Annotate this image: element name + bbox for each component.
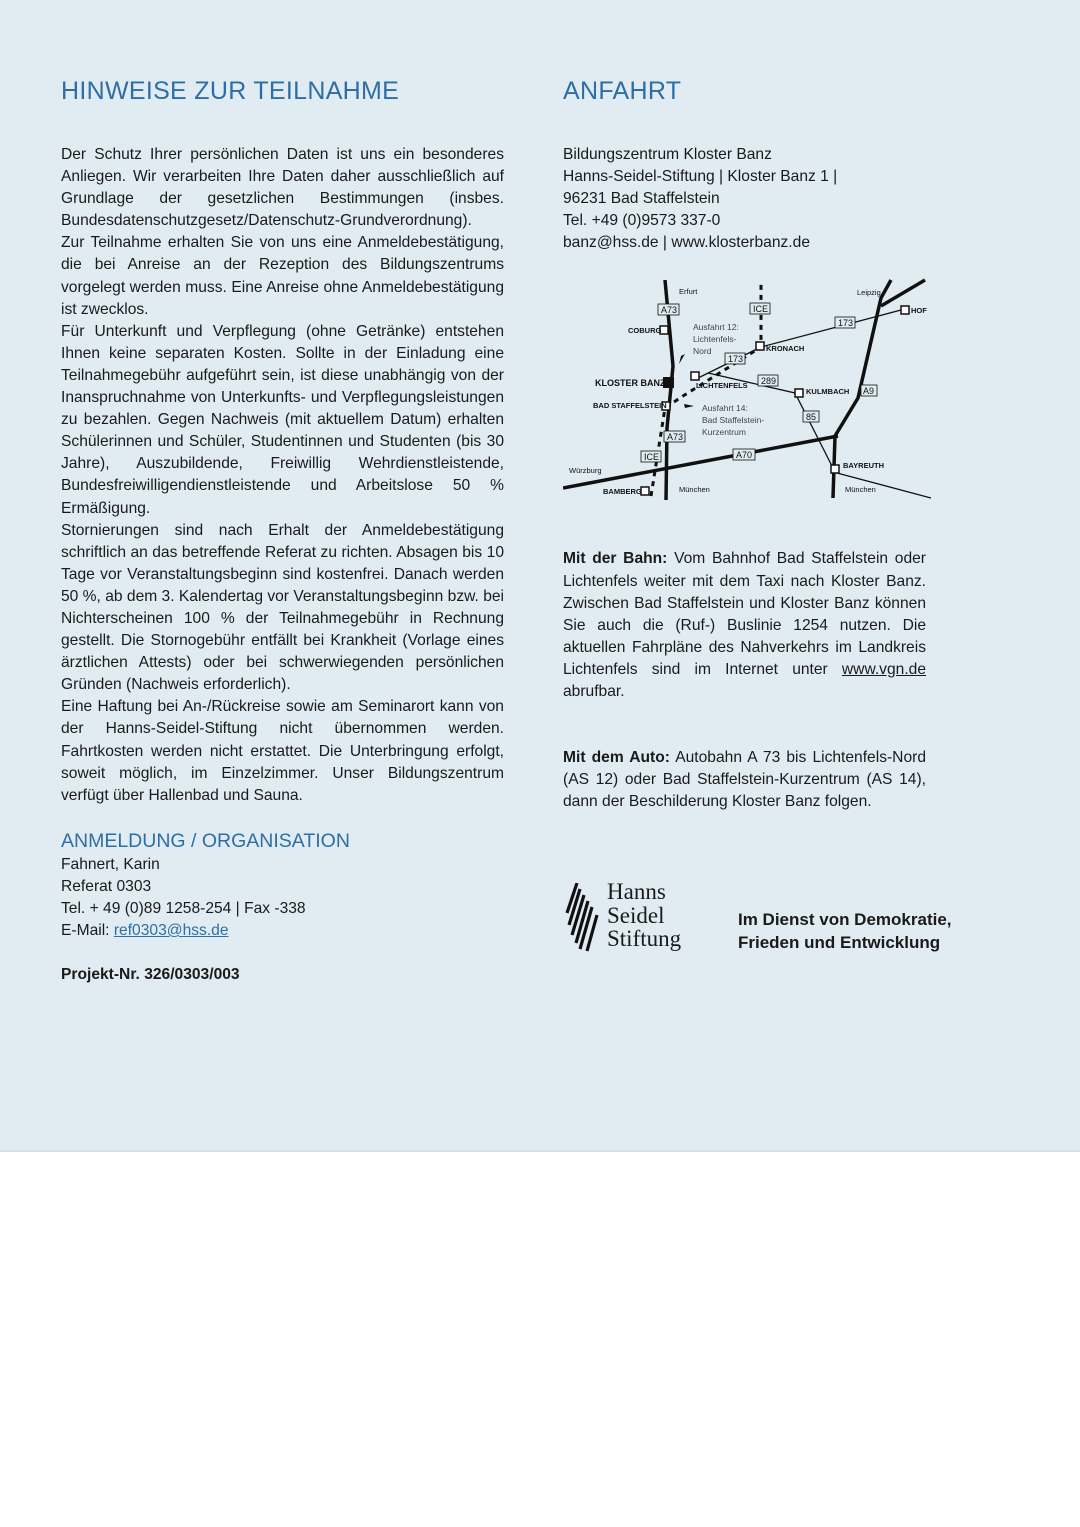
city-coburg: COBURG xyxy=(628,326,662,335)
data-protection-paragraph: Der Schutz Ihrer persönlichen Daten ist uns ein besonderes Anliegen. Wir verarbeiten Ihre Daten daher ausschließlich auf Grundlage der gesetzlichen Bestimmungen (insbes. Bundesdatenschutzgesetz/Datenschutz-Grundverordnung). xyxy=(61,146,504,230)
marker-kulmbach xyxy=(795,389,803,397)
train-directions xyxy=(563,548,926,703)
exit-12-pointer-icon xyxy=(679,354,685,364)
contact-phone: Tel. + 49 (0)89 1258-254 | Fax -338 xyxy=(61,900,306,917)
city-bamberg: BAMBERG xyxy=(603,487,642,496)
exit-14-pointer-icon xyxy=(684,404,694,408)
participation-title: HINWEISE ZUR TEILNAHME xyxy=(61,77,400,105)
city-erfurt: Erfurt xyxy=(679,287,698,296)
venue-website[interactable]: www.klosterbanz.de xyxy=(671,234,810,252)
exit-12-line-1: Ausfahrt 12: xyxy=(693,322,739,332)
contact-email-link[interactable]: ref0303@hss.de xyxy=(113,922,229,940)
label-ice-top: ICE xyxy=(753,304,769,314)
directions-title: ANFAHRT xyxy=(563,77,682,105)
address-line: Hanns-Seidel-Stiftung | Kloster Banz 1 | xyxy=(563,168,838,186)
exit-12-line-3: Nord xyxy=(693,346,712,356)
exit-14-line-2: Bad Staffelstein- xyxy=(702,415,765,425)
label-b289: 289 xyxy=(761,376,777,386)
label-a9: A9 xyxy=(863,386,875,396)
vgn-link[interactable]: www.vgn.de xyxy=(841,660,926,678)
tagline-line-1: Im Dienst von Demokratie, xyxy=(738,910,952,929)
city-bad-staffelstein: BAD STAFFELSTEIN xyxy=(593,401,667,410)
exit-14-line-3: Kurzentrum xyxy=(702,427,746,437)
logo-wordmark xyxy=(607,880,681,951)
marker-kronach xyxy=(756,342,764,350)
train-suffix: abrufbar. xyxy=(563,683,625,701)
label-b85: 85 xyxy=(806,412,817,422)
city-bayreuth: BAYREUTH xyxy=(843,461,884,470)
city-muenchen-1: München xyxy=(679,485,710,494)
city-kulmbach: KULMBACH xyxy=(806,387,850,396)
city-lichtenfels: LICHTENFELS xyxy=(696,381,748,390)
hss-logo xyxy=(563,880,963,960)
label-ice-bottom: ICE xyxy=(644,452,660,462)
train-label: Mit der Bahn: xyxy=(563,550,668,568)
confirmation-paragraph: Zur Teilnahme erhalten Sie von uns eine Anmeldebestätigung, die bei Anreise an der Rezeption des Bildungszentrums vorgelegt werden muss. Eine Anreise ohne Anmeldebestätigung ist zwecklos. xyxy=(61,234,504,318)
train-text: Vom Bahnhof Bad Staffelstein oder Lichtenfels weiter mit dem Taxi nach Kloster Banz. Zwischen Bad Staffelstein und Kloster Banz können Sie auch die (Ruf-) Buslinie 1254 nutzen. Die aktuellen Fahrpläne des Nahverkehrs im Landkreis Lichtenfels sind im Internet unter xyxy=(563,550,926,678)
directions-map xyxy=(563,278,931,503)
registration-title: ANMELDUNG / ORGANISATION xyxy=(61,829,350,852)
contact-department: Referat 0303 xyxy=(61,877,152,895)
city-hof: HOF xyxy=(911,306,927,315)
marker-hof xyxy=(901,306,909,314)
city-wuerzburg: Würzburg xyxy=(569,466,602,475)
venue-email[interactable]: banz@hss.de xyxy=(563,234,659,252)
address-phone: Tel. +49 (0)9573 337-0 xyxy=(563,212,721,230)
separator: | xyxy=(658,234,672,252)
city-kronach: KRONACH xyxy=(766,344,805,353)
label-a73-bottom: A73 xyxy=(667,432,684,442)
road-a70 xyxy=(563,436,838,488)
contact-name: Fahnert, Karin xyxy=(61,855,160,873)
costs-paragraph: Für Unterkunft und Verpflegung (ohne Getränke) entstehen Ihnen keine separaten Kosten. Sollte in der Einladung eine Teilnahmegebühr aufgeführt sein, ist diese unabhängig von der Inanspruchnahme von Unterkunfts- und Verpflegungsleistungen zu bezahlen. Gegen Nachweis (mit aktuellem Datum) erhalten Schülerinnen und Schüler, Studentinnen und Studenten (bis 30 Jahre), Auszubildende, Freiwillig Wehrdienstleistende, Bundesfreiwilligendienstleistende und Arbeitslose 50 % Ermäßigung. xyxy=(61,322,504,517)
marker-bayreuth xyxy=(831,465,839,473)
liability-paragraph: Eine Haftung bei An-/Rückreise sowie am Seminarort kann von der Hanns-Seidel-Stiftung nicht übernommen werden. Fahrtkosten werden nicht erstattet. Die Unterbringung erfolgt, soweit möglich, im Einzelzimmer. Unser Bildungszentrum verfügt über Hallenbad und Sauna. xyxy=(61,698,504,804)
address-line: 96231 Bad Staffelstein xyxy=(563,190,720,208)
label-a70: A70 xyxy=(736,450,753,460)
participation-notes-column xyxy=(61,72,504,986)
car-text: Autobahn A 73 bis Lichtenfels-Nord (AS 12) oder Bad Staffelstein-Kurzentrum (AS 14), dann der Beschilderung Kloster Banz folgen. xyxy=(563,749,926,811)
logo-line-2: Seidel xyxy=(607,902,665,928)
car-directions xyxy=(563,747,926,813)
city-leipzig: Leipzig xyxy=(857,288,881,297)
marker-lichtenfels xyxy=(691,372,699,380)
city-kloster-banz: KLOSTER BANZ xyxy=(595,378,666,388)
label-b173-right: 173 xyxy=(838,318,854,328)
city-muenchen-2: München xyxy=(845,485,876,494)
address-line: Bildungszentrum Kloster Banz xyxy=(563,146,772,163)
tagline-line-2: Frieden und Entwicklung xyxy=(738,933,941,952)
logo-line-3: Stiftung xyxy=(607,926,682,951)
label-b173-left: 173 xyxy=(728,354,744,364)
contact-email-row xyxy=(61,920,504,942)
email-label: E-Mail: xyxy=(61,922,114,940)
logo-line-1: Hanns xyxy=(607,879,666,904)
exit-14-line-1: Ausfahrt 14: xyxy=(702,403,748,413)
hss-stripes-icon xyxy=(565,883,601,953)
address-web-row xyxy=(563,232,926,254)
marker-bamberg xyxy=(641,487,649,495)
label-a73-top: A73 xyxy=(661,305,678,315)
cancellation-paragraph: Stornierungen sind nach Erhalt der Anmeldebestätigung schriftlich an das betreffende Referat zu richten. Absagen bis 10 Tage vor Veranstaltungsbeginn sind kostenfrei. Danach werden 50 %, ab dem 3. Kalendertag vor Veranstaltungsbeginn bzw. bei Nichterscheinen 100 % der Teilnahmegebühr in Rechnung gestellt. Die Stornogebühr entfällt bei Krankheit (Vorlage eines ärztlichen Attests) oder bei schwerwiegenden persönlichen Gründen (Nachweis erforderlich). xyxy=(61,521,504,694)
project-number: Projekt-Nr. 326/0303/003 xyxy=(61,966,240,984)
car-label: Mit dem Auto: xyxy=(563,749,670,767)
tagline xyxy=(738,908,952,954)
exit-12-line-2: Lichtenfels- xyxy=(693,334,737,344)
